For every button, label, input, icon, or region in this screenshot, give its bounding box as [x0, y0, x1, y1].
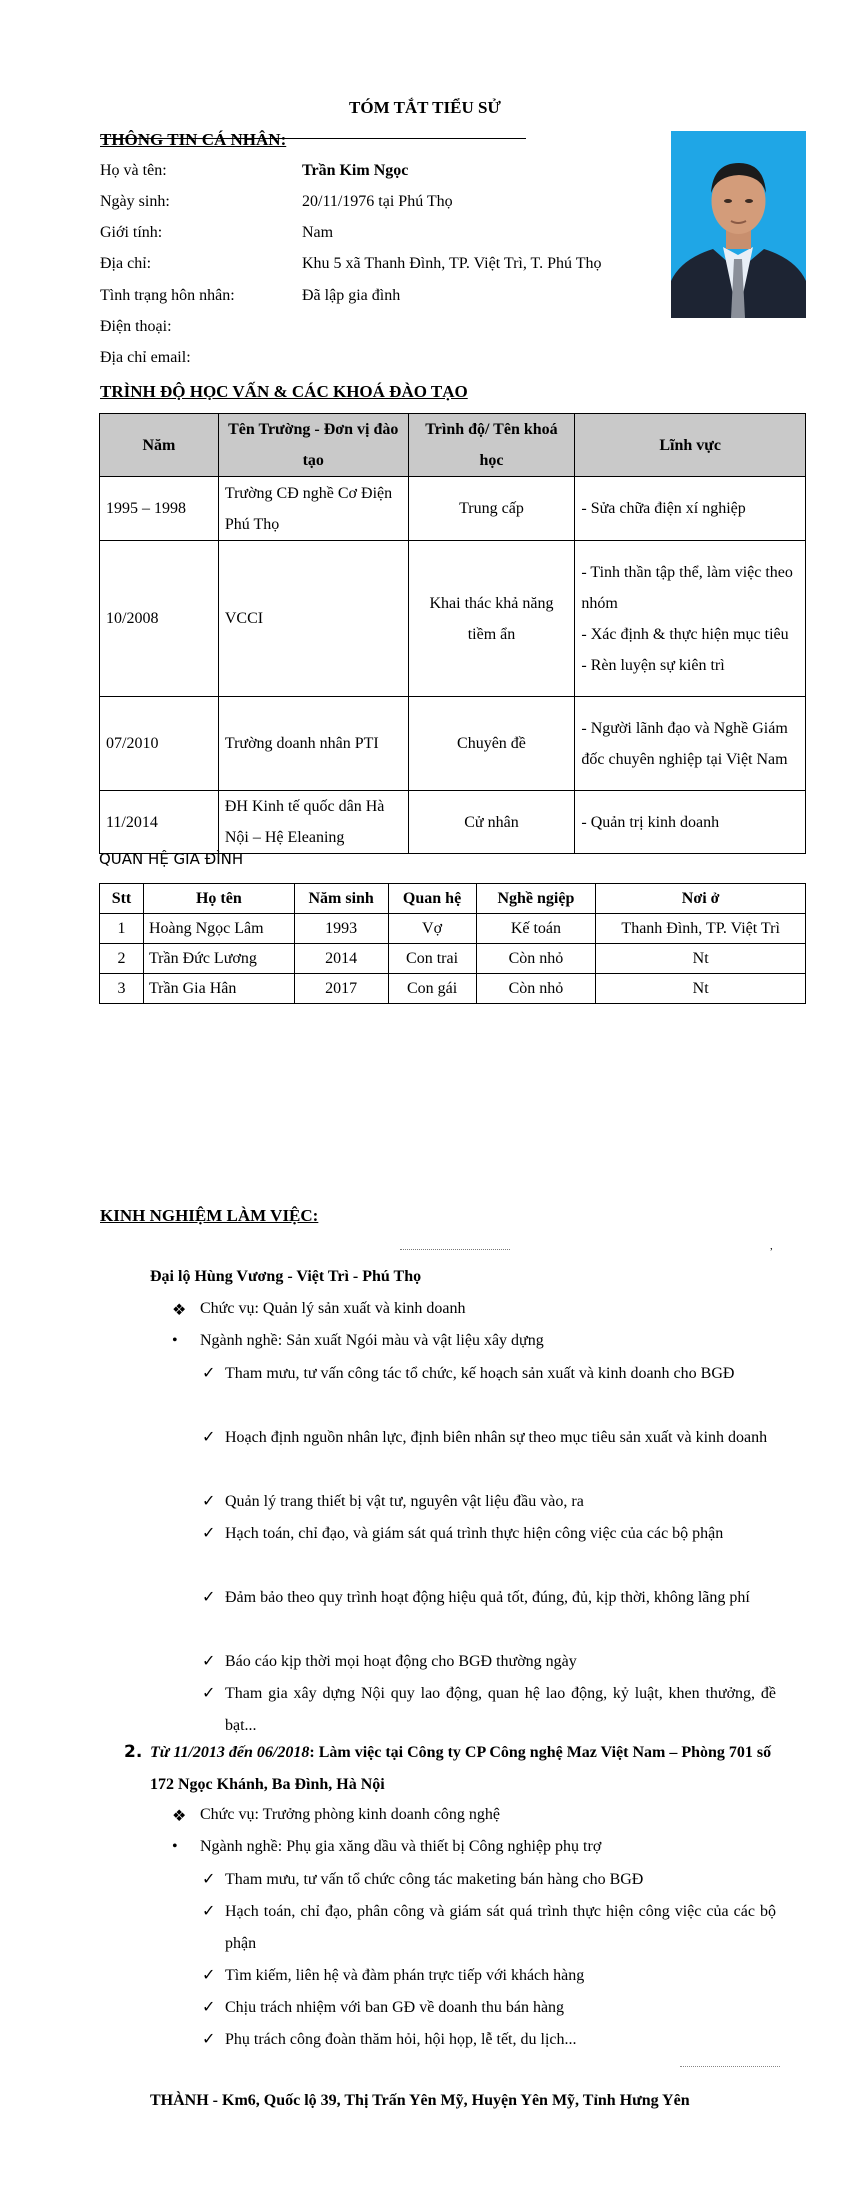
check-icon: ✓ [202, 1493, 216, 1510]
cell-stt: 3 [100, 974, 144, 1004]
label-gender: Giới tính: [100, 224, 163, 241]
check-icon: ✓ [202, 1589, 216, 1606]
experience-heading: KINH NGHIỆM LÀM VIỆC: [100, 1206, 319, 1225]
cell-birth-year: 1993 [294, 914, 388, 944]
label-email: Địa chỉ email: [100, 349, 191, 366]
cell-school: ĐH Kinh tế quốc dân Hà Nội – Hệ Eleaning [218, 791, 408, 854]
cell-year: 11/2014 [100, 791, 219, 854]
job1-duty [202, 1582, 776, 1614]
job2-duty-text: Phụ trách công đoàn thăm hỏi, hội họp, lễ tết, du lịch... [225, 2031, 577, 2048]
check-icon: ✓ [202, 1999, 216, 2016]
table-row [100, 477, 806, 541]
check-icon: ✓ [202, 1653, 216, 1670]
value-marital-status: Đã lập gia đình [302, 287, 401, 304]
job2-duty [202, 1960, 776, 1992]
cell-birth-year: 2014 [294, 944, 388, 974]
education-heading: TRÌNH ĐỘ HỌC VẤN & CÁC KHOÁ ĐÀO TẠO [100, 382, 468, 401]
cell-level: Khai thác khả năng tiềm ẩn [408, 541, 575, 697]
header-residence: Nơi ở [596, 884, 806, 914]
job1-position: Chức vụ: Quản lý sản xuất và kinh doanh [200, 1300, 466, 1317]
cell-name: Trần Gia Hân [143, 974, 294, 1004]
table-header-row [100, 414, 806, 477]
job2-description: : Làm việc tại Công ty CP Công nghệ Maz Việt Nam – Phòng 701 số 172 Ngọc Khánh, Ba Đình, Hà Nội [150, 1744, 772, 1793]
cell-level: Cử nhân [408, 791, 575, 854]
heading-underline [100, 138, 526, 139]
label-address: Địa chỉ: [100, 255, 152, 272]
page-break-artifact [400, 1249, 510, 1252]
document-title: TÓM TẮT TIỂU SỬ [349, 98, 501, 117]
check-icon: ✓ [202, 1871, 216, 1888]
cell-relation: Con trai [388, 944, 476, 974]
job1-duty [202, 1518, 776, 1550]
check-icon: ✓ [202, 1903, 216, 1920]
page-break-artifact [680, 2066, 780, 2069]
portrait-illustration [671, 131, 806, 318]
label-full-name: Họ và tên: [100, 162, 167, 179]
table-row [100, 791, 806, 854]
cell-school: Trường doanh nhân PTI [218, 697, 408, 791]
table-row [100, 914, 806, 944]
label-birth-date: Ngày sinh: [100, 193, 170, 210]
header-level: Trình độ/ Tên khoá học [408, 414, 575, 477]
job2-duty-text: Tìm kiếm, liên hệ và đàm phán trực tiếp với khách hàng [225, 1967, 585, 1984]
header-name: Họ tên [143, 884, 294, 914]
education-table [99, 413, 806, 854]
table-row [100, 944, 806, 974]
job2-position: Chức vụ: Trưởng phòng kinh doanh công nghệ [200, 1806, 501, 1823]
job2-duty [202, 1992, 776, 2024]
check-icon: ✓ [202, 2031, 216, 2048]
cell-year: 1995 – 1998 [100, 477, 219, 541]
cell-name: Hoàng Ngọc Lâm [143, 914, 294, 944]
job1-duty-text: Tham gia xây dựng Nội quy lao động, quan hệ lao động, kỷ luật, khen thưởng, đề bạt... [225, 1685, 776, 1734]
header-birth-year: Năm sinh [294, 884, 388, 914]
job1-duty [202, 1678, 776, 1742]
cell-field: - Quản trị kinh doanh [575, 791, 806, 854]
table-row [100, 697, 806, 791]
job2-industry: Ngành nghề: Phụ gia xăng dầu và thiết bị Công nghiệp phụ trợ [200, 1838, 602, 1855]
value-gender: Nam [302, 224, 334, 241]
check-icon: ✓ [202, 1429, 216, 1446]
job2-title [150, 1737, 776, 1801]
job1-duty [202, 1486, 776, 1518]
header-occupation: Nghề ngiệp [476, 884, 596, 914]
page-break-artifact: , [770, 1240, 773, 1252]
check-icon: ✓ [202, 1967, 216, 1984]
job1-duty [202, 1358, 776, 1390]
diamond-bullet-icon: ❖ [172, 1808, 187, 1825]
job1-duty [202, 1646, 776, 1678]
table-row [100, 541, 806, 697]
value-birth-date: 20/11/1976 tại Phú Thọ [302, 193, 453, 210]
job3-location: THÀNH - Km6, Quốc lộ 39, Thị Trấn Yên Mỹ, Huyện Yên Mỹ, Tỉnh Hưng Yên [150, 2092, 690, 2109]
portrait-photo [671, 131, 806, 318]
check-icon: ✓ [202, 1685, 216, 1702]
job1-duty-text: Hoạch định nguồn nhân lực, định biên nhân sự theo mục tiêu sản xuất và kinh doanh [225, 1429, 768, 1446]
job1-location: Đại lộ Hùng Vương - Việt Trì - Phú Thọ [150, 1268, 422, 1285]
cell-level: Chuyên đề [408, 697, 575, 791]
value-address: Khu 5 xã Thanh Đình, TP. Việt Trì, T. Phú Thọ [302, 255, 602, 272]
job1-duty [202, 1422, 776, 1454]
cell-year: 07/2010 [100, 697, 219, 791]
header-school: Tên Trường - Đơn vị đào tạo [218, 414, 408, 477]
job1-duty-text: Tham mưu, tư vấn công tác tổ chức, kế hoạch sản xuất và kinh doanh cho BGĐ [225, 1365, 735, 1382]
header-year: Năm [100, 414, 219, 477]
bullet-icon: • [172, 1332, 178, 1349]
job1-duty-text: Hạch toán, chỉ đạo, và giám sát quá trình thực hiện công việc của các bộ phận [225, 1525, 724, 1542]
cell-relation: Con gái [388, 974, 476, 1004]
header-field: Lĩnh vực [575, 414, 806, 477]
job1-duty-text: Đảm bảo theo quy trình hoạt động hiệu quả tốt, đúng, đủ, kịp thời, không lãng phí [225, 1589, 750, 1606]
check-icon: ✓ [202, 1365, 216, 1382]
cell-relation: Vợ [388, 914, 476, 944]
cell-year: 10/2008 [100, 541, 219, 697]
header-relation: Quan hệ [388, 884, 476, 914]
cell-field: - Người lãnh đạo và Nghề Giám đốc chuyên nghiệp tại Việt Nam [575, 697, 806, 791]
header-stt: Stt [100, 884, 144, 914]
job1-duty-text: Báo cáo kịp thời mọi hoạt động cho BGĐ thường ngày [225, 1653, 577, 1670]
table-row [100, 974, 806, 1004]
bullet-icon: • [172, 1838, 178, 1855]
personal-info-heading: THÔNG TIN CÁ NHÂN: [100, 130, 287, 149]
cell-stt: 2 [100, 944, 144, 974]
job2-duty-text: Chịu trách nhiệm với ban GĐ về doanh thu bán hàng [225, 1999, 565, 2016]
cell-residence: Thanh Đình, TP. Việt Trì [596, 914, 806, 944]
job2-number: 2. [124, 1742, 143, 1762]
cell-stt: 1 [100, 914, 144, 944]
job2-duty [202, 1896, 776, 1960]
value-full-name: Trần Kim Ngọc [302, 162, 409, 179]
job1-duty-text: Quản lý trang thiết bị vật tư, nguyên vật liệu đầu vào, ra [225, 1493, 584, 1510]
job2-period: Từ 11/2013 đến 06/2018 [150, 1744, 310, 1761]
label-phone: Điện thoại: [100, 318, 172, 335]
family-table [99, 883, 806, 1004]
job2-duty [202, 1864, 776, 1896]
label-marital-status: Tình trạng hôn nhân: [100, 287, 235, 304]
table-header-row [100, 884, 806, 914]
cell-field: - Sửa chữa điện xí nghiệp [575, 477, 806, 541]
cell-occupation: Kế toán [476, 914, 596, 944]
cell-occupation: Còn nhỏ [476, 944, 596, 974]
job1-industry: Ngành nghề: Sản xuất Ngói màu và vật liệu xây dựng [200, 1332, 544, 1349]
job2-duty-text: Hạch toán, chỉ đạo, phân công và giám sát quá trình thực hiện công việc của các bộ phận [225, 1903, 776, 1952]
cell-school: Trường CĐ nghề Cơ Điện Phú Thọ [218, 477, 408, 541]
cell-school: VCCI [218, 541, 408, 697]
cell-residence: Nt [596, 974, 806, 1004]
cell-field: - Tinh thần tập thể, làm việc theo nhóm - Xác định & thực hiện mục tiêu - Rèn luyện sự kiên trì [575, 541, 806, 697]
cell-level: Trung cấp [408, 477, 575, 541]
cell-residence: Nt [596, 944, 806, 974]
cell-birth-year: 2017 [294, 974, 388, 1004]
check-icon: ✓ [202, 1525, 216, 1542]
job2-duty [202, 2024, 776, 2056]
family-heading: QUAN HỆ GIA ĐÌNH [99, 850, 244, 868]
cell-name: Trần Đức Lương [143, 944, 294, 974]
cell-occupation: Còn nhỏ [476, 974, 596, 1004]
job2-duty-text: Tham mưu, tư vấn tổ chức công tác maketing bán hàng cho BGĐ [225, 1871, 644, 1888]
diamond-bullet-icon: ❖ [172, 1302, 187, 1319]
